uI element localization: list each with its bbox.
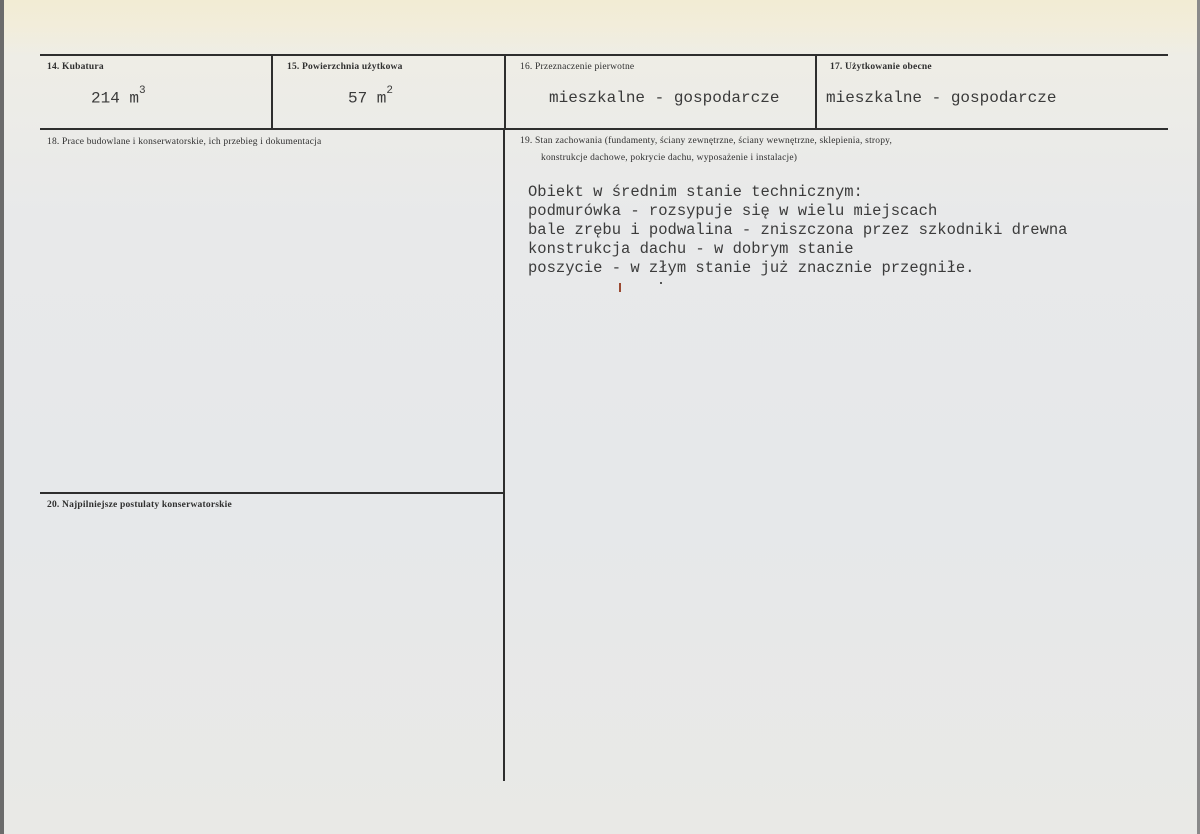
field-19-label-line1: 19. Stan zachowania (fundamenty, ściany zewnętrzne, ściany wewnętrzne, sklepienia, stropy, (520, 136, 893, 146)
field-14-exponent: 3 (139, 85, 146, 97)
main-column-divider (503, 129, 505, 781)
field-14-label: 14. Kubatura (47, 62, 104, 72)
paper-top-tint (0, 0, 1200, 52)
ink-mark (619, 283, 621, 292)
card-left-edge (0, 0, 4, 834)
divider-16-17 (815, 55, 817, 129)
field-15-value-text: 57 m (348, 89, 387, 108)
divider-15-16 (504, 55, 506, 129)
field-16-label: 16. Przeznaczenie pierwotne (520, 62, 635, 72)
field-15-label: 15. Powierzchnia użytkowa (287, 62, 403, 72)
row1-bottom-rule (40, 128, 1168, 130)
field-19-label-line2: konstrukcje dachowe, pokrycie dachu, wyposażenie i instalacje) (541, 153, 798, 163)
description-line-3: bale zrębu i podwalina - zniszczona przez szkodniki drewna (528, 221, 1068, 239)
field-19-description (528, 183, 1068, 278)
description-line-5: poszycie - w złym stanie już znacznie przegniłe. (528, 259, 975, 277)
field-20-label: 20. Najpilniejsze postulaty konserwatorskie (47, 500, 232, 510)
field-15-exponent: 2 (386, 85, 394, 97)
description-line-1: Obiekt w średnim stanie technicznym: (528, 183, 863, 201)
ink-dot (660, 282, 662, 284)
divider-14-15 (271, 55, 273, 129)
field-16-value: mieszkalne - gospodarcze (549, 89, 780, 107)
description-line-2: podmurówka - rozsypuje się w wielu miejscach (528, 202, 938, 220)
field-15-value (348, 85, 394, 108)
description-line-4: konstrukcja dachu - w dobrym stanie (528, 240, 854, 258)
field-18-label: 18. Prace budowlane i konserwatorskie, ich przebieg i dokumentacja (47, 137, 322, 147)
field-14-value-text: 214 m (91, 89, 140, 108)
field-14-value (91, 85, 146, 108)
field-18-20-rule (40, 492, 504, 494)
field-17-label: 17. Użytkowanie obecne (830, 62, 932, 72)
field-17-value: mieszkalne - gospodarcze (826, 89, 1057, 107)
top-rule (40, 54, 1168, 56)
